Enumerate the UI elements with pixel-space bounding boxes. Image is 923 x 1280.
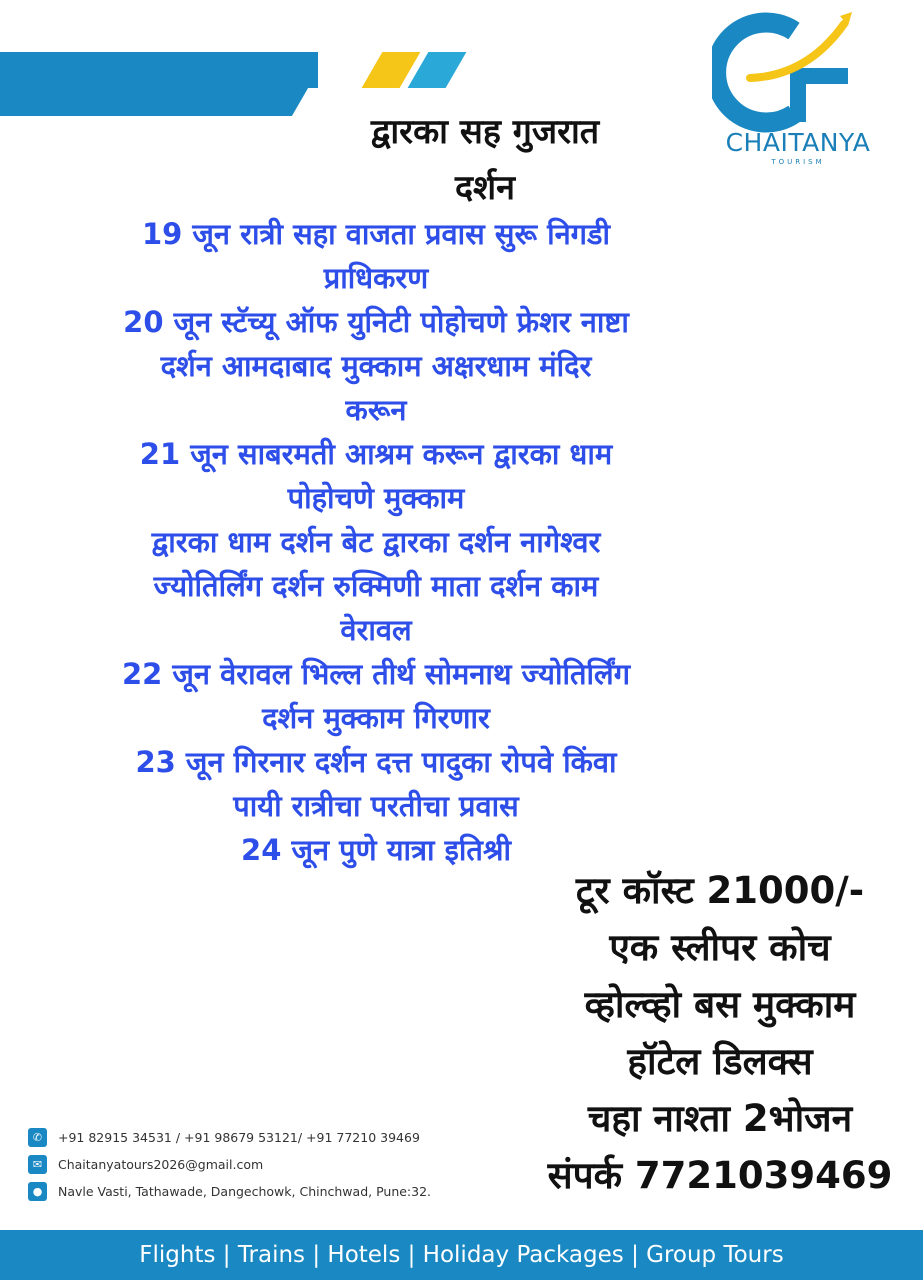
cost-line: संपर्क 7721039469 (547, 1154, 893, 1197)
contact-phone: +91 82915 34531 / +91 98679 53121/ +91 77210 39469 (58, 1130, 420, 1145)
contact-address: Navle Vasti, Tathawade, Dangechowk, Chinchwad, Pune:32. (58, 1184, 432, 1199)
cost-line: व्होल्व्हो बस मुक्काम (584, 983, 856, 1026)
cost-line: टूर कॉस्ट 21000/- (575, 869, 865, 912)
title-line: दर्शन (454, 168, 516, 208)
cost-line: चहा नाश्ता 2भोजन (587, 1097, 853, 1140)
itinerary-line: 20 जून स्टॅच्यू ऑफ युनिटी पोहोचणे फ्रेशर नाष्टा (123, 305, 629, 339)
brand-tagline: TOURISM (771, 158, 825, 166)
itinerary-line: करून (345, 393, 407, 427)
contact-email-row (28, 1151, 488, 1178)
cost-line: एक स्लीपर कोच (609, 926, 831, 969)
itinerary-line: 21 जून साबरमती आश्रम करून द्वारका धाम (139, 437, 613, 471)
title-line: द्वारका सह गुजरात (370, 112, 600, 152)
itinerary-line: 19 जून रात्री सहा वाजता प्रवास सुरू निगडी (141, 217, 611, 251)
contact-email: Chaitanyatours2026@gmail.com (58, 1157, 264, 1172)
mail-icon: ✉ (28, 1155, 47, 1174)
page-title (300, 104, 670, 216)
itinerary (40, 212, 712, 872)
brand-name: CHAITANYA (725, 128, 871, 157)
itinerary-line: द्वारका धाम दर्शन बेट द्वारका दर्शन नागेश्वर (151, 525, 601, 559)
itinerary-line: दर्शन मुक्काम गिरणार (262, 701, 490, 735)
itinerary-line: 22 जून वेरावल भिल्ल तीर्थ सोमनाथ ज्योतिर्लिंग (121, 657, 631, 691)
itinerary-line: दर्शन आमदाबाद मुक्काम अक्षरधाम मंदिर (160, 349, 592, 383)
contact-info (28, 1124, 488, 1205)
itinerary-line: प्राधिकरण (323, 261, 429, 295)
itinerary-line: वेरावल (340, 613, 412, 647)
itinerary-line: 24 जून पुणे यात्रा इतिश्री (241, 833, 511, 867)
contact-phone-row (28, 1124, 488, 1151)
itinerary-line: पोहोचणे मुक्काम (287, 481, 465, 515)
footer-services: Flights | Trains | Hotels | Holiday Packages | Group Tours (0, 1230, 923, 1280)
itinerary-line: ज्योतिर्लिंग दर्शन रुक्मिणी माता दर्शन काम (153, 569, 599, 603)
itinerary-line: 23 जून गिरनार दर्शन दत्त पादुका रोपवे किंवा (135, 745, 617, 779)
tour-cost-details (520, 862, 920, 1204)
cost-line: हॉटेल डिलक्स (627, 1040, 813, 1083)
itinerary-line: पायी रात्रीचा परतीचा प्रवास (233, 789, 519, 823)
header-blue-bar (0, 52, 318, 116)
phone-icon: ✆ (28, 1128, 47, 1147)
location-pin-icon: ● (28, 1182, 47, 1201)
contact-address-row (28, 1178, 488, 1205)
